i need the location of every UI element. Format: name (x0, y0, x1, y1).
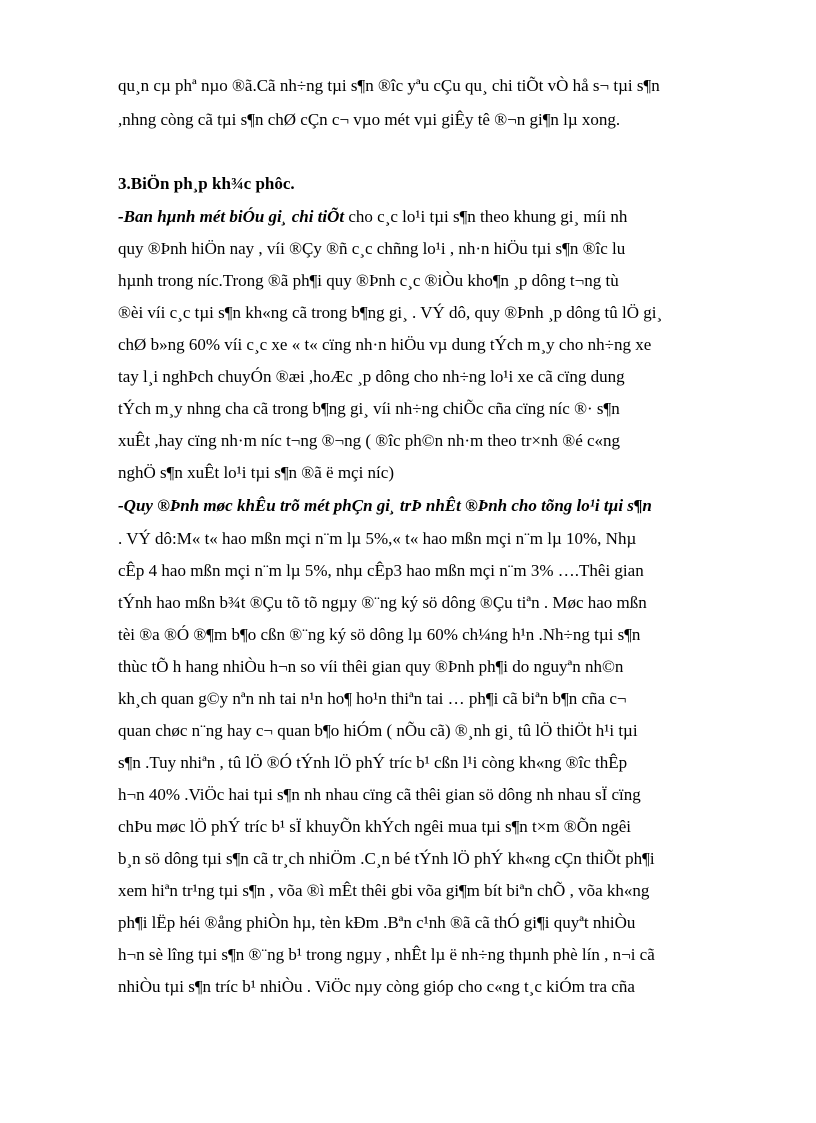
section-heading: 3.BiÖn ph¸p kh¾c phôc. (118, 174, 295, 193)
paragraph-text: cho c¸c lo¹i tµi s¶n theo khung gi¸ míi nh (344, 207, 628, 226)
body-line: quy ®Þnh hiÖn nay , víi ®Çy ®ñ c¸c chñng lo¹i , nh·n hiÖu tµi s¶n ®îc lu (118, 239, 626, 258)
body-line: nghÖ s¶n xuÊt lo¹i tµi s¶n ®ã ë mçi níc) (118, 463, 394, 482)
body-line: tÝnh hao mßn b¾t ®Çu tõ tõ ngµy ®¨ng ký sö dông ®Çu tiªn . Møc hao mßn (118, 593, 647, 612)
body-line: s¶n .Tuy nhiªn , tû lÖ ®Ó tÝnh lÖ phÝ tríc b¹ cßn l¹i còng kh«ng ®îc thÊp (118, 753, 628, 772)
paragraph-first-line (118, 206, 778, 228)
body-line: ®èi víi c¸c tµi s¶n kh«ng cã trong b¶ng gi¸ . VÝ dô, quy ®Þnh ¸p dông tû lÖ gi¸ (118, 303, 663, 322)
body-line: hµnh trong níc.Trong ®ã ph¶i quy ®Þnh c¸c ®iÒu kho¶n ¸p dông t¬ng tù (118, 271, 619, 290)
body-line: quan chøc n¨ng hay c¬ quan b¶o hiÓm ( nÕu cã) ®¸nh gi¸ tû lÖ thiÖt h¹i tµi (118, 721, 638, 740)
body-line: ,nhng còng cã tµi s¶n chØ cÇn c¬ vµo mét vµi giÊy tê ®¬n gi¶n lµ xong. (118, 110, 621, 129)
body-line: tay l¸i nghÞch chuyÓn ®æi ,hoÆc ¸p dông cho nh÷ng lo¹i xe cã cïng dung (118, 367, 625, 386)
body-line: b¸n sö dông tµi s¶n cã tr¸ch nhiÖm .C¸n bé tÝnh lÖ phÝ kh«ng cÇn thiÕt ph¶i (118, 849, 655, 868)
body-line: qu¸n cµ phª nµo ®ã.Cã nh÷ng tµi s¶n ®îc yªu cÇu qu¸ chi tiÕt vÒ hå s¬ tµi s¶n (118, 76, 660, 95)
body-line: xuÊt ,hay cïng nh·m níc t¬ng ®¬ng ( ®îc ph©n nh·m theo tr×nh ®é c«ng (118, 431, 621, 450)
body-line: cÊp 4 hao mßn mçi n¨m lµ 5%, nhµ cÊp3 hao mßn mçi n¨m 3% ….Thêi gian (118, 561, 644, 580)
body-line: ph¶i lËp héi ®ång phiÒn hµ, tèn kÐm .Bªn c¹nh ®ã cã thÓ gi¶i quyªt nhiÒu (118, 913, 636, 932)
body-line: h¬n sè lîng tµi s¶n ®¨ng b¹ trong ngµy , nhÊt lµ ë nh÷ng thµnh phè lín , n¬i cã (118, 945, 655, 964)
body-line: nhiÒu tµi s¶n tríc b¹ nhiÒu . ViÖc nµy còng gióp cho c«ng t¸c kiÓm tra cña (118, 977, 635, 996)
body-line: xem hiªn tr¹ng tµi s¶n , võa ®ì mÊt thêi gbi võa gi¶m bít biªn chÕ , võa kh«ng (118, 881, 650, 900)
body-line: chÞu møc lÖ phÝ tríc b¹ sÏ khuyÕn khÝch ngêi mua tµi s¶n t×m ®Õn ngêi (118, 817, 632, 836)
body-line: chØ b»ng 60% víi c¸c xe « t« cïng nh·n hiÖu vµ dung tÝch m¸y cho nh÷ng xe (118, 335, 652, 354)
body-line: tÝch m¸y nhng cha cã trong b¶ng gi¸ víi nh÷ng chiÕc cña cïng níc ®· s¶n (118, 399, 620, 418)
paragraph-lead: -Ban hµnh mét biÓu gi¸ chi tiÕt (118, 207, 345, 226)
body-line: . VÝ dô:M« t« hao mßn mçi n¨m lµ 5%,« t« hao mßn mçi n¨m lµ 10%, Nhµ (118, 529, 637, 548)
paragraph-lead: -Quy ®Þnh møc khÊu trõ mét phÇn gi¸ trÞ nhÊt ®Þnh cho tõng lo¹i tµi s¶n (118, 496, 652, 515)
body-line: kh¸ch quan g©y nªn nh tai n¹n ho¶ ho¹n thiªn tai … ph¶i cã biªn b¶n cña c¬ (118, 689, 627, 708)
body-line: thùc tÕ h hang nhiÒu h¬n so víi thêi gian quy ®Þnh ph¶i do nguyªn nh©n (118, 657, 624, 676)
body-line: h¬n 40% .ViÖc hai tµi s¶n nh nhau cïng cã thêi gian sö dông nh nhau sÏ cïng (118, 785, 641, 804)
body-line: tèi ®a ®Ó ®¶m b¶o cßn ®¨ng ký sö dông lµ 60% ch¼ng h¹n .Nh÷ng tµi s¶n (118, 625, 641, 644)
